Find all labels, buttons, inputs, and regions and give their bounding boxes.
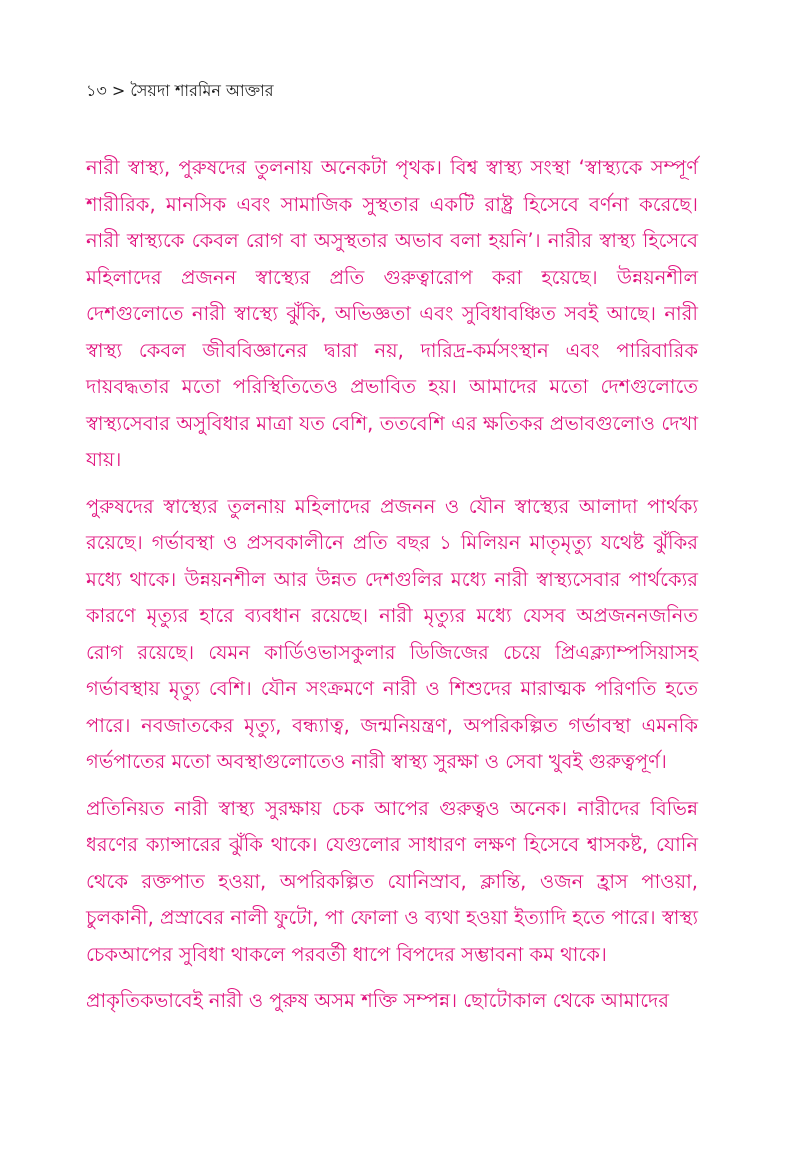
paragraph-3: প্রতিনিয়ত নারী স্বাস্থ্য সুরক্ষায় চেক আপের গুরুত্বও অনেক। নারীদের বিভিন্ন ধরণের ক্যান্সারের ঝুঁকি থাকে। যেগুলোর সাধারণ লক্ষণ হিসেবে শ্বাসকষ্ট, যোনি থেকে রক্তপাত হওয়া, অপরিকল্পিত যোনিস্রাব, ক্লান্তি, ওজন হ্রাস পাওয়া, চুলকানী, প্রস্রাবের নালী ফুটো, পা ফোলা ও ব্যথা হওয়া ইত্যাদি হতে পারে। স্বাস্থ্য চেকআপের সুবিধা থাকলে পরবর্তী ধাপে বিপদের সম্ভাবনা কম থাকে। — [86, 796, 698, 966]
paragraph-4: প্রাকৃতিকভাবেই নারী ও পুরুষ অসম শক্তি সম্পন্ন। ছোটোকাল থেকে আমাদের — [86, 989, 670, 1012]
paragraph-2: পুরুষদের স্বাস্থ্যের তুলনায় মহিলাদের প্রজনন ও যৌন স্বাস্থ্যের আলাদা পার্থক্য রয়েছে। গর্ভাবস্থা ও প্রসবকালীনে প্রতি বছর ১ মিলিয়ন মাতৃমৃত্যু যথেষ্ট ঝুঁকির মধ্যে থাকে। উন্নয়নশীল আর উন্নত দেশগুলির মধ্যে নারী স্বাস্থ্যসেবার পার্থক্যের কারণে মৃত্যুর হারে ব্যবধান রয়েছে। নারী মৃত্যুর মধ্যে যেসব অপ্রজননজনিত রোগ রয়েছে। যেমন কার্ডিওভাসকুলার ডিজিজের চেয়ে প্রিএক্ল্যাম্পসিয়াসহ গর্ভাবস্থায় মৃত্যু বেশি। যৌন সংক্রমণে নারী ও শিশুদের মারাত্মক পরিণতি হতে পারে। নবজাতকের মৃত্যু, বন্ধ্যাত্ব, জন্মনিয়ন্ত্রণ, অপরিকল্পিত গর্ভাবস্থা এমনকি গর্ভপাতের মতো অবস্থাগুলোতেও নারী স্বাস্থ্য সুরক্ষা ও সেবা খুবই গুরুত্বপূর্ণ। — [86, 494, 698, 773]
running-head: ১৩ > সৈয়দা শারমিন আক্তার — [86, 81, 274, 100]
page-body — [86, 150, 698, 1030]
paragraph-1: নারী স্বাস্থ্য, পুরুষদের তুলনায় অনেকটা পৃথক। বিশ্ব স্বাস্থ্য সংস্থা ‘স্বাস্থ্যকে সম্পূর্ণ শারীরিক, মানসিক এবং সামাজিক সুস্থতার একটি রাষ্ট্র হিসেবে বর্ণনা করেছে। নারী স্বাস্থ্যকে কেবল রোগ বা অসুস্থতার অভাব বলা হয়নি’। নারীর স্বাস্থ্য হিসেবে মহিলাদের প্রজনন স্বাস্থ্যের প্রতি গুরুত্বারোপ করা হয়েছে। উন্নয়নশীল দেশগুলোতে নারী স্বাস্থ্যে ঝুঁকি, অভিজ্ঞতা এবং সুবিধাবঞ্চিত সবই আছে। নারী স্বাস্থ্য কেবল জীববিজ্ঞানের দ্বারা নয়, দারিদ্র-কর্মসংস্থান এবং পারিবারিক দায়বদ্ধতার মতো পরিস্থিতিতেও প্রভাবিত হয়। আমাদের মতো দেশগুলোতে স্বাস্থ্যসেবার অসুবিধার মাত্রা যত বেশি, ততবেশি এর ক্ষতিকর প্রভাবগুলোও দেখা যায়। — [86, 156, 698, 471]
